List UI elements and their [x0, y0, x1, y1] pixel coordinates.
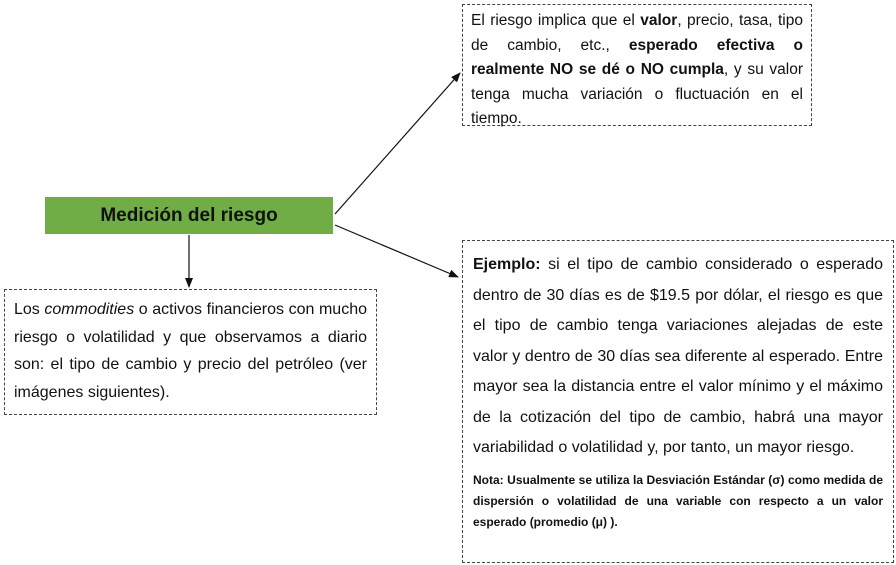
- commodities-box: [4, 289, 377, 415]
- example-text: [473, 250, 883, 464]
- commodities-text: [14, 296, 367, 406]
- example-note: Nota: Usualmente se utiliza la Desviación Estándar (σ) como medida de dispersión o volatilidad de una variable con respecto a un valor esperado (promedio (μ) ).: [473, 472, 883, 529]
- commodities-text-part: Los: [14, 301, 45, 318]
- example-label: Ejemplo:: [473, 256, 541, 273]
- definition-text-part: , precio, tasa, tipo de cambio, etc.,: [471, 12, 803, 54]
- central-node: [45, 197, 333, 234]
- arrow-to-example: [335, 225, 458, 277]
- definition-text: [471, 9, 803, 132]
- definition-bold-clause: esperado efectiva o realmente NO se dé o NO cumpla: [471, 36, 803, 78]
- commodities-italic-term: commodities: [44, 301, 135, 318]
- central-node-label: Medición del riesgo: [100, 204, 278, 226]
- arrow-to-definition: [335, 73, 460, 214]
- definition-bold-valor: valor: [640, 12, 678, 29]
- definition-box: [462, 4, 812, 126]
- example-box: [462, 240, 894, 563]
- commodities-text-part: o activos financieros con mucho riesgo o volatilidad y que observamos a diario son: el tipo de cambio y precio del petróleo (ver imágenes siguientes).: [14, 301, 367, 401]
- example-text-part: si el tipo de cambio considerado o esperado dentro de 30 días es de $19.5 por dólar, el riesgo es que el tipo de cambio tenga variaciones alejadas de este valor y dentro de 30 días sea diferente al esperado. Entre mayor sea la distancia entre el valor mínimo y el máximo de la cotización del tipo de cambio, habrá una mayor variabilidad o volatilidad y, por tanto, un mayor riesgo.: [473, 256, 883, 456]
- definition-text-part: , y su valor tenga mucha variación o fluctuación en el tiempo.: [471, 61, 803, 127]
- definition-text-part: El riesgo implica que el: [471, 12, 641, 29]
